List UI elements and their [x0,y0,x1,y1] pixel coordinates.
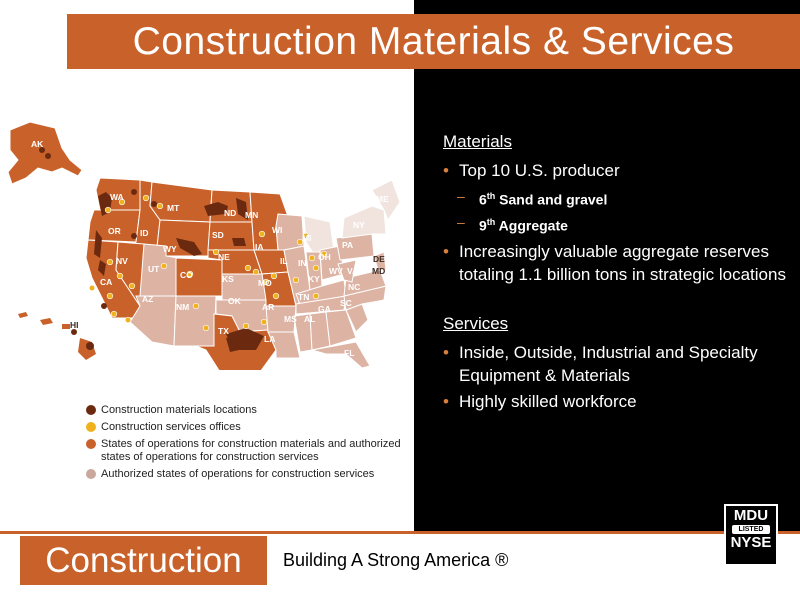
services-office [111,311,117,317]
label-ca: CA [100,277,113,287]
services-office [261,319,267,325]
rank-suffix: th [486,216,496,227]
label-il: IL [280,256,288,266]
services-office [125,317,131,323]
label-ga: GA [318,304,331,314]
label-fl: FL [344,348,355,358]
label-ar: AR [262,302,275,312]
legend-label: Construction services offices [101,421,241,433]
label-wi: WI [272,225,283,235]
label-nc: NC [348,282,361,292]
page-title: Construction Materials & Services [67,14,800,69]
services-office [271,273,277,279]
services-office [161,263,167,269]
services-office [89,285,95,291]
services-office [259,231,265,237]
state-mt [150,182,212,222]
logo-top-text: MDU [733,507,769,524]
label-ks: KS [222,274,234,284]
services-office [245,265,251,271]
services-office [243,323,249,329]
label-id: ID [140,228,149,238]
rank-number: 6 [479,191,487,208]
label-ne: NE [218,252,230,262]
services-office [203,325,209,331]
services-office [309,255,315,261]
label-wv: WV [329,266,343,276]
materials-location [86,342,94,350]
label-co: CO [180,270,193,280]
content-panel [443,132,788,416]
rank-number: 9 [479,217,487,234]
bullet-icon: • [443,242,449,262]
logo-bottom-text: NYSE [730,534,772,551]
services-office [157,203,163,209]
footer-slogan: Building A Strong America ® [283,550,509,570]
label-ut: UT [148,264,160,274]
label-nd: ND [224,208,237,218]
label-ia: IA [255,242,264,252]
label-la: LA [264,334,276,344]
materials-sub-bullet [443,211,788,237]
services-office [313,293,319,299]
legend-item [86,421,406,434]
legend-label: States of operations for construction materials and authorized states of operations for construction services [101,438,401,463]
services-office [117,273,123,279]
services-heading: Services [443,314,509,334]
bullet-icon: • [443,161,449,180]
legend-item [86,468,406,481]
materials-bullet [443,159,788,182]
services-office [293,277,299,283]
bullet-text: Top 10 U.S. producer [459,161,620,180]
label-ok: OK [228,296,241,306]
footer-section-label: Construction [20,536,267,585]
services-bullet [443,390,788,413]
legend-swatch [86,439,96,449]
services-office [107,293,113,299]
logo-middle-text: LISTED [732,525,770,534]
materials-location [45,153,51,159]
label-mo: MO [258,278,272,288]
footer-divider [0,531,800,534]
materials-heading: Materials [443,132,512,151]
dash-icon: – [457,188,465,204]
bullet-text: Highly skilled workforce [459,392,637,412]
label-va: VA [347,266,359,276]
state-ak [8,122,82,184]
materials-bullet [443,240,788,286]
services-office [143,195,149,201]
services-bullet [443,341,788,387]
mdu-nyse-logo [724,504,778,566]
legend-label: Construction materials locations [101,404,257,416]
label-tn: TN [298,292,310,302]
legend-swatch [86,469,96,479]
services-office [273,293,279,299]
label-wa: WA [110,192,124,202]
label-me: ME [376,194,389,204]
label-tx: TX [218,326,229,336]
legend-item [86,404,406,417]
legend-item [86,438,406,464]
label-ak: AK [31,139,44,149]
label-mi: MI [302,233,312,243]
label-ms: MS [284,314,297,324]
materials-sub-bullet [443,185,788,211]
label-wy: WY [163,244,177,254]
label-or: OR [108,226,121,236]
bullet-text: Increasingly valuable aggregate reserves totaling 1.1 billion tons in strategic locations [459,242,786,285]
map-legend [86,404,406,485]
legend-swatch [86,405,96,415]
materials-location [232,238,246,246]
services-office [253,269,259,275]
us-map [0,110,410,370]
label-oh: OH [318,252,331,262]
label-az: AZ [142,294,154,304]
label-al: AL [304,314,316,324]
legend-swatch [86,422,96,432]
label-hi: HI [70,320,79,330]
sub-bullet-text: Sand and gravel [495,191,608,208]
label-nm: NM [176,302,190,312]
label-sd: SD [212,230,224,240]
materials-location [101,303,107,309]
materials-location [131,189,137,195]
label-md: MD [372,266,386,276]
services-office [105,207,111,213]
label-ky: KY [308,274,320,284]
materials-location [131,233,137,239]
label-pa: PA [342,240,354,250]
state-hi [18,312,96,360]
bullet-icon: • [443,343,449,363]
dash-icon: – [457,213,465,230]
services-office [107,259,113,265]
legend-label: Authorized states of operations for construction services [101,468,375,480]
rank-suffix: th [486,191,496,201]
label-de: DE [373,254,385,264]
label-mn: MN [245,210,259,220]
label-sc: SC [340,298,352,308]
label-nv: NV [116,256,128,266]
bullet-text: Inside, Outside, Industrial and Specialty Equipment & Materials [459,343,758,386]
label-ny: NY [353,220,365,230]
sub-bullet-text: Aggregate [495,217,568,234]
label-in: IN [298,258,307,268]
materials-location [151,201,157,207]
label-mt: MT [167,203,180,213]
bullet-icon: • [443,392,449,412]
services-office [313,265,319,271]
services-office [129,283,135,289]
services-office [193,303,199,309]
